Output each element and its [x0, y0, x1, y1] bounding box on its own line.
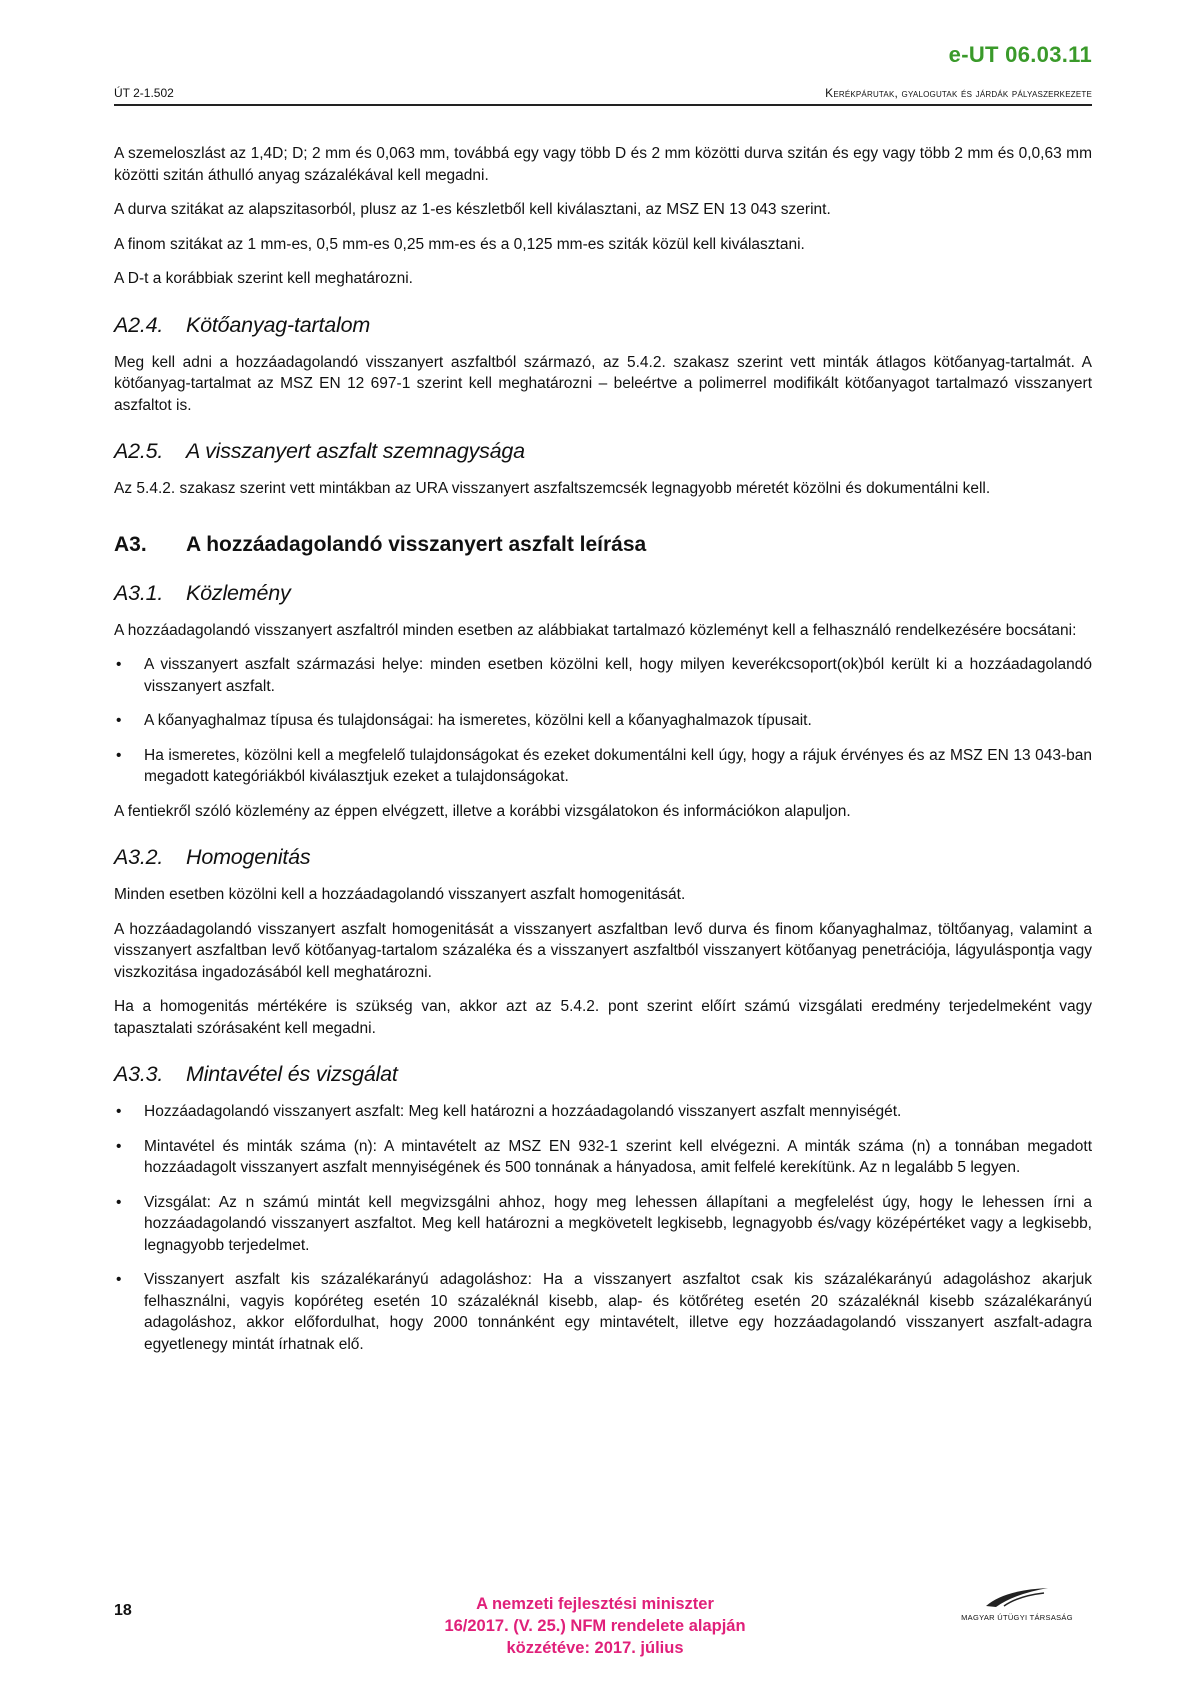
bullet-icon: • — [116, 656, 122, 673]
logo-caption: MAGYAR ÚTÜGYI TÁRSASÁG — [961, 1613, 1073, 1622]
section-title: Kötőanyag-tartalom — [186, 312, 371, 337]
road-swoosh-logo-icon — [984, 1586, 1050, 1608]
section-heading-a24 — [114, 312, 1092, 338]
list-item — [114, 1269, 1092, 1355]
list-item-text: A visszanyert aszfalt származási helye: minden esetben közölni kell, hogy milyen keverékcsoport(ok)ból került ki a hozzáadagolandó visszanyert aszfalt. — [144, 656, 1092, 695]
section-number: A3.3. — [114, 1062, 164, 1086]
list-item-text: Vizsgálat: Az n számú mintát kell megvizsgálni ahhoz, hogy meg lehessen állapítani a megfelelést úgy, hogy le lehessen írni a hozzáadagolandó visszanyert aszfaltot. Meg kell határozni a megkövetelt legkisebb, legnagyobb és/vagy középértéket vagy a legkisebb, legnagyobb terjedelmet. — [144, 1193, 1092, 1254]
footer-line: A nemzeti fejlesztési miniszter — [476, 1595, 714, 1613]
footer-publication-note — [300, 1593, 890, 1659]
header-title: Kerékpárutak, gyalogutak és járdák pályaszerkezete — [825, 86, 1092, 100]
bullet-icon: • — [116, 1193, 122, 1211]
paragraph: Az 5.4.2. szakasz szerint vett mintákban az URA visszanyert aszfaltszemcsék legnagyobb méretét közölni és dokumentálni kell. — [114, 480, 991, 497]
section-number: A2.5. — [114, 439, 164, 463]
chapter-heading-a3 — [114, 532, 1092, 558]
paragraph: A D-t a korábbiak szerint kell meghatározni. — [114, 270, 413, 287]
section-heading-a32 — [114, 844, 1092, 870]
section-heading-a31 — [114, 580, 1092, 606]
bullet-icon: • — [116, 712, 122, 729]
bullet-list — [114, 654, 1092, 788]
list-item — [114, 1101, 1092, 1123]
paragraph: A szemeloszlást az 1,4D; D; 2 mm és 0,063 mm, továbbá egy vagy több D és 2 mm közötti durva szitán és egy vagy több 2 mm és 0,0,63 mm közötti szitán áthulló anyag százalékával kell megadni. — [114, 145, 1092, 184]
paragraph: Minden esetben közölni kell a hozzáadagolandó visszanyert aszfalt homogenitását. — [114, 886, 686, 903]
bullet-icon: • — [116, 1137, 122, 1155]
list-item-text: Visszanyert aszfalt kis százalékarányú adagoláshoz: Ha a visszanyert aszfaltot csak kis százalékarányú adagoláshoz akarjuk felhasználni, vagyis kopóréteg esetén 10 százaléknál kisebb, alap- és kötőréteg esetén 20 százaléknál kisebb százalékarányú adagoláshoz, akkor előfordulhat, hogy 2000 tonnánként egy mintavételt, illetve egy hozzáadagolandó visszanyert aszfalt-adagra egyetlenegy mintát írhatnak elő. — [144, 1271, 1092, 1353]
bullet-list — [114, 1101, 1092, 1355]
page-number: 18 — [114, 1602, 132, 1619]
chapter-number: A3. — [114, 532, 147, 556]
section-number: A2.4. — [114, 312, 164, 337]
list-item — [114, 745, 1092, 788]
section-number: A3.2. — [114, 845, 164, 869]
paragraph: A finom szitákat az 1 mm-es, 0,5 mm-es 0,25 mm-es és a 0,125 mm-es sziták közül kell kiválasztani. — [114, 235, 805, 253]
bullet-icon: • — [116, 1103, 122, 1120]
list-item-text: Hozzáadagolandó visszanyert aszfalt: Meg kell határozni a hozzáadagolandó visszanyert aszfalt mennyiségét. — [144, 1103, 902, 1120]
list-item — [114, 1136, 1092, 1179]
bullet-icon: • — [116, 746, 122, 764]
section-number: A3.1. — [114, 580, 164, 605]
list-item-text: Ha ismeretes, közölni kell a megfelelő tulajdonságokat és ezeket dokumentálni kell úgy, hogy a rájuk érvényes és az MSZ EN 13 043-ban megadott kategóriákból kiválasztjuk ezeket a tulajdonságokat. — [144, 746, 1092, 785]
list-item-text: Mintavétel és minták száma (n): A mintavételt az MSZ EN 932-1 szerint kell elvégezni. A minták száma (n) a tonnában megadott hozzáadagolt visszanyert aszfalt mennyiségének és 500 tonnának a hányadosa, amit felfelé kerekítünk. Az n legalább 5 legyen. — [144, 1137, 1092, 1176]
paragraph: A fentiekről szóló közlemény az éppen elvégzett, illetve a korábbi vizsgálatokon és információkon alapuljon. — [114, 802, 851, 820]
paragraph: A hozzáadagolandó visszanyert aszfaltról minden esetben az alábbiakat tartalmazó közleményt kell a felhasználó rendelkezésére bocsátani: — [114, 621, 1077, 639]
section-heading-a25 — [114, 438, 1092, 464]
paragraph: A durva szitákat az alapszitasorból, plusz az 1-es készletből kell kiválasztani, az MSZ EN 13 043 szerint. — [114, 201, 831, 218]
list-item — [114, 710, 1092, 732]
publisher-logo — [942, 1586, 1092, 1622]
section-title: Homogenitás — [186, 845, 311, 869]
list-item — [114, 654, 1092, 697]
paragraph: A hozzáadagolandó visszanyert aszfalt homogenitását a visszanyert aszfaltban levő durva és finom kőanyaghalmaz, töltőanyag, valamint a visszanyert aszfaltban levő kötőanyag-tartalom százaléka és a visszanyert aszfaltból visszanyert kötőanyag penetrációja, lágyuláspontja vagy viszkozitása ingadozásából kell meghatározni. — [114, 920, 1092, 981]
list-item — [114, 1192, 1092, 1257]
section-title: Mintavétel és vizsgálat — [186, 1062, 398, 1086]
document-body — [114, 143, 1092, 1368]
footer-line: 16/2017. (V. 25.) NFM rendelete alapján — [444, 1617, 746, 1635]
footer-line: közzétéve: 2017. július — [506, 1639, 684, 1657]
bullet-icon: • — [116, 1271, 122, 1288]
paragraph: Ha a homogenitás mértékére is szükség van, akkor azt az 5.4.2. pont szerint előírt számú vizsgálati eredmény terjedelmeként vagy tapasztalati szórásaként kell megadni. — [114, 998, 1092, 1037]
section-title: Közlemény — [186, 580, 291, 605]
page-header — [114, 86, 1092, 106]
chapter-title: A hozzáadagolandó visszanyert aszfalt leírása — [186, 532, 647, 556]
section-heading-a33 — [114, 1061, 1092, 1087]
document-code: e-UT 06.03.11 — [948, 42, 1092, 67]
section-title: A visszanyert aszfalt szemnagysága — [186, 439, 525, 463]
list-item-text: A kőanyaghalmaz típusa és tulajdonságai: ha ismeretes, közölni kell a kőanyaghalmazok típusait. — [144, 712, 812, 729]
standard-number: ÚT 2-1.502 — [114, 86, 174, 100]
paragraph: Meg kell adni a hozzáadagolandó visszanyert aszfaltból származó, az 5.4.2. szakasz szerint vett minták átlagos kötőanyag-tartalmát. A kötőanyag-tartalmat az MSZ EN 12 697-1 szerint kell meghatározni – beleértve a polimerrel modifikált kötőanyagot tartalmazó visszanyert aszfaltot is. — [114, 353, 1092, 414]
